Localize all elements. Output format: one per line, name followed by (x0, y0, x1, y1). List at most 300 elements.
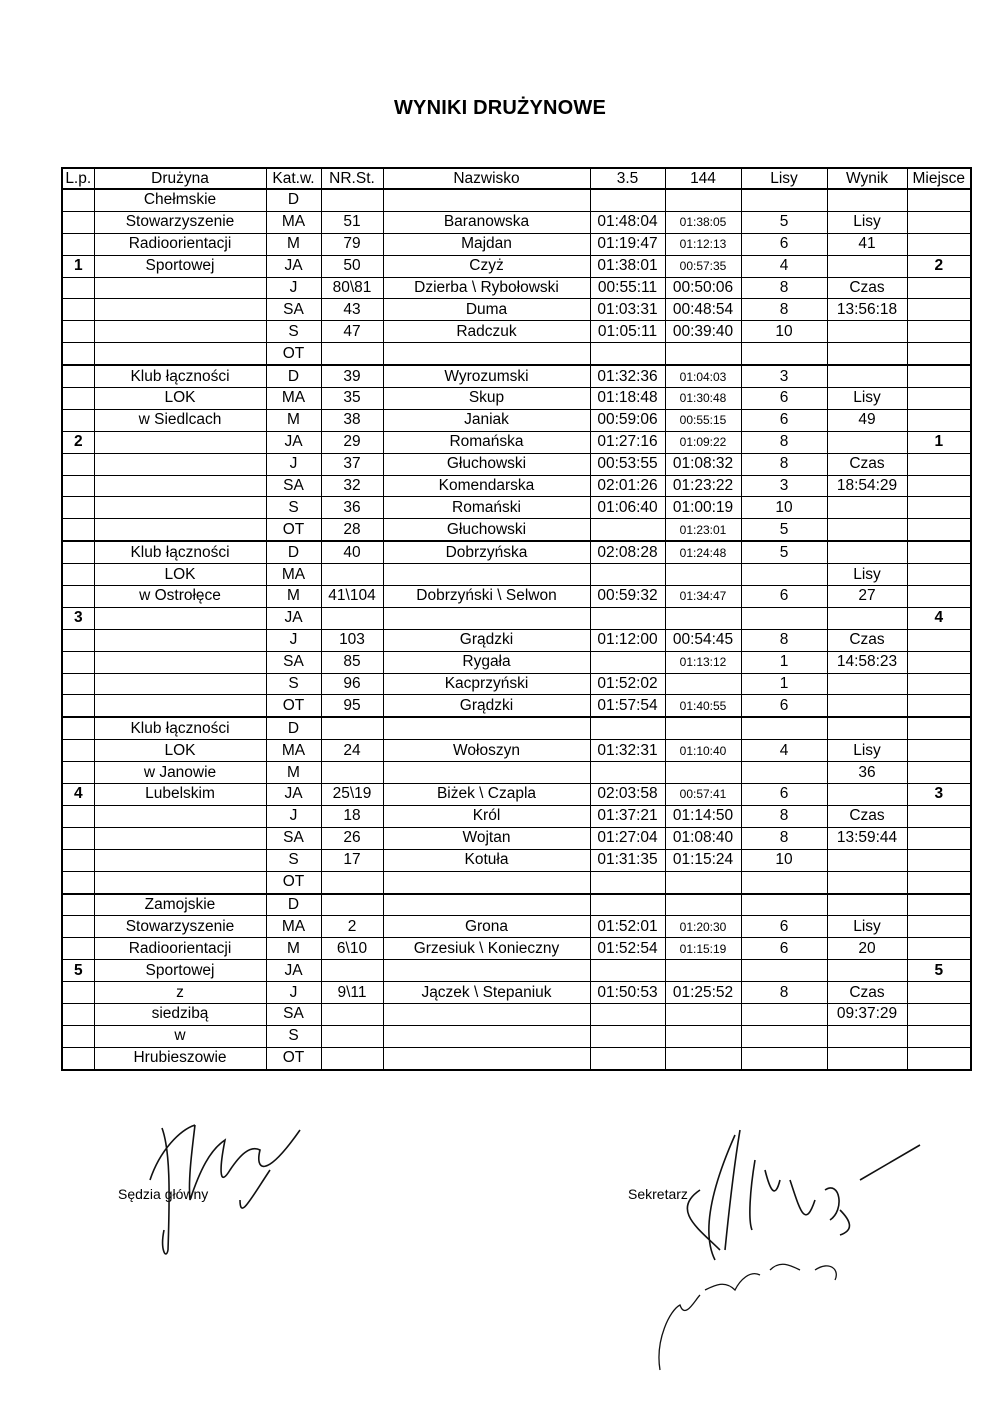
cell-time-144: 01:12:13 (665, 233, 741, 255)
cell-lp: 4 (62, 784, 94, 806)
cell-foxes: 8 (741, 827, 827, 849)
cell-team (94, 321, 266, 343)
cell-category: JA (266, 784, 321, 806)
cell-start-number: 17 (321, 849, 383, 871)
cell-result: 09:37:29 (827, 1003, 907, 1025)
cell-team: LOK (94, 564, 266, 586)
cell-time-144: 00:48:54 (665, 299, 741, 321)
cell-time-35: 00:59:06 (590, 409, 665, 431)
cell-place (907, 673, 971, 695)
table-row (62, 453, 971, 475)
cell-lp: 1 (62, 255, 94, 277)
cell-result (827, 431, 907, 453)
cell-place (907, 321, 971, 343)
cell-result (827, 321, 907, 343)
table-row (62, 233, 971, 255)
table-row (62, 938, 971, 960)
table-row (62, 299, 971, 321)
cell-category: J (266, 277, 321, 299)
cell-team: Chełmskie (94, 189, 266, 211)
cell-category: M (266, 762, 321, 784)
cell-result: Lisy (827, 211, 907, 233)
cell-time-144: 00:54:45 (665, 629, 741, 651)
table-row (62, 388, 971, 410)
cell-time-144 (665, 871, 741, 893)
cell-time-35: 01:57:54 (590, 695, 665, 717)
cell-place (907, 497, 971, 519)
cell-result: 41 (827, 233, 907, 255)
cell-start-number (321, 960, 383, 982)
cell-category: J (266, 629, 321, 651)
cell-category: SA (266, 1003, 321, 1025)
table-row (62, 695, 971, 717)
cell-result (827, 607, 907, 629)
cell-start-number: 6\10 (321, 938, 383, 960)
cell-team: w Janowie (94, 762, 266, 784)
cell-start-number: 25\19 (321, 784, 383, 806)
cell-team (94, 827, 266, 849)
cell-category: SA (266, 299, 321, 321)
cell-time-144: 01:15:19 (665, 938, 741, 960)
cell-start-number (321, 1025, 383, 1047)
table-row (62, 321, 971, 343)
cell-time-35: 01:50:53 (590, 982, 665, 1004)
cell-time-144: 01:34:47 (665, 586, 741, 608)
cell-time-35 (590, 519, 665, 541)
cell-time-35: 01:19:47 (590, 233, 665, 255)
cell-place (907, 938, 971, 960)
table-row (62, 629, 971, 651)
cell-place (907, 695, 971, 717)
cell-category: SA (266, 827, 321, 849)
cell-lp (62, 519, 94, 541)
cell-result (827, 541, 907, 563)
cell-surname: Wyrozumski (383, 365, 590, 387)
cell-team: w Siedlcach (94, 409, 266, 431)
table-row (62, 1025, 971, 1047)
cell-team: Klub łączności (94, 717, 266, 739)
cell-lp (62, 343, 94, 365)
cell-time-35 (590, 564, 665, 586)
cell-time-144: 01:20:30 (665, 916, 741, 938)
cell-team (94, 607, 266, 629)
cell-team (94, 453, 266, 475)
cell-category: JA (266, 255, 321, 277)
cell-foxes: 6 (741, 916, 827, 938)
cell-team: Sportowej (94, 960, 266, 982)
cell-lp (62, 475, 94, 497)
cell-category: OT (266, 519, 321, 541)
cell-time-35: 01:27:16 (590, 431, 665, 453)
cell-foxes: 6 (741, 233, 827, 255)
cell-result: Czas (827, 982, 907, 1004)
cell-lp (62, 938, 94, 960)
cell-category: OT (266, 871, 321, 893)
cell-result (827, 784, 907, 806)
cell-surname (383, 607, 590, 629)
cell-category: SA (266, 651, 321, 673)
cell-time-144: 00:57:35 (665, 255, 741, 277)
cell-surname: Głuchowski (383, 453, 590, 475)
cell-time-35 (590, 717, 665, 739)
cell-team (94, 299, 266, 321)
cell-result: 27 (827, 586, 907, 608)
cell-time-35: 01:52:02 (590, 673, 665, 695)
cell-surname: Grądzki (383, 629, 590, 651)
cell-start-number: 80\81 (321, 277, 383, 299)
cell-time-35 (590, 1047, 665, 1069)
cell-surname: Wołoszyn (383, 740, 590, 762)
cell-result (827, 849, 907, 871)
cell-start-number: 9\11 (321, 982, 383, 1004)
cell-surname (383, 189, 590, 211)
cell-start-number: 47 (321, 321, 383, 343)
cell-start-number: 103 (321, 629, 383, 651)
cell-foxes (741, 1003, 827, 1025)
cell-time-144: 01:14:50 (665, 805, 741, 827)
cell-start-number (321, 607, 383, 629)
cell-result: 49 (827, 409, 907, 431)
cell-result (827, 1047, 907, 1069)
cell-lp (62, 762, 94, 784)
cell-surname (383, 1025, 590, 1047)
header-category: Kat.w. (266, 168, 321, 189)
cell-surname: Grona (383, 916, 590, 938)
judge-signature (140, 1110, 310, 1260)
cell-category: M (266, 938, 321, 960)
cell-category: S (266, 321, 321, 343)
cell-foxes: 6 (741, 409, 827, 431)
cell-foxes (741, 1025, 827, 1047)
cell-foxes: 3 (741, 365, 827, 387)
cell-category: JA (266, 607, 321, 629)
cell-surname: Kacprzyński (383, 673, 590, 695)
cell-time-35: 01:18:48 (590, 388, 665, 410)
cell-result: Czas (827, 805, 907, 827)
cell-result: Lisy (827, 740, 907, 762)
cell-team (94, 519, 266, 541)
cell-start-number (321, 1047, 383, 1069)
cell-category: J (266, 982, 321, 1004)
cell-lp (62, 1047, 94, 1069)
cell-time-35: 01:52:01 (590, 916, 665, 938)
cell-place (907, 388, 971, 410)
cell-place (907, 894, 971, 916)
cell-time-144 (665, 1003, 741, 1025)
table-row (62, 717, 971, 739)
cell-place: 4 (907, 607, 971, 629)
cell-start-number: 37 (321, 453, 383, 475)
table-row (62, 255, 971, 277)
cell-time-35: 02:03:58 (590, 784, 665, 806)
cell-foxes: 8 (741, 277, 827, 299)
cell-lp (62, 365, 94, 387)
table-row (62, 894, 971, 916)
cell-time-144: 00:55:15 (665, 409, 741, 431)
cell-foxes: 1 (741, 651, 827, 673)
cell-time-144 (665, 1047, 741, 1069)
cell-result (827, 894, 907, 916)
cell-category: S (266, 1025, 321, 1047)
cell-lp (62, 564, 94, 586)
cell-foxes: 6 (741, 586, 827, 608)
cell-result: Lisy (827, 916, 907, 938)
cell-start-number: 26 (321, 827, 383, 849)
cell-time-144: 01:23:22 (665, 475, 741, 497)
cell-time-35: 01:32:31 (590, 740, 665, 762)
cell-place: 1 (907, 431, 971, 453)
cell-lp (62, 497, 94, 519)
cell-category: OT (266, 695, 321, 717)
cell-lp (62, 717, 94, 739)
cell-start-number (321, 894, 383, 916)
cell-lp (62, 849, 94, 871)
cell-category: OT (266, 1047, 321, 1069)
table-row (62, 1047, 971, 1069)
cell-start-number: 28 (321, 519, 383, 541)
cell-start-number (321, 762, 383, 784)
table-row (62, 871, 971, 893)
cell-team: Klub łączności (94, 541, 266, 563)
cell-foxes (741, 894, 827, 916)
cell-team: siedzibą (94, 1003, 266, 1025)
header-lp: L.p. (62, 168, 94, 189)
cell-foxes: 10 (741, 321, 827, 343)
cell-surname: Dobrzyński \ Selwon (383, 586, 590, 608)
cell-start-number: 79 (321, 233, 383, 255)
cell-team: LOK (94, 740, 266, 762)
cell-result: 20 (827, 938, 907, 960)
cell-time-144 (665, 894, 741, 916)
cell-time-144 (665, 762, 741, 784)
cell-category: MA (266, 211, 321, 233)
cell-surname (383, 960, 590, 982)
table-row (62, 564, 971, 586)
cell-team (94, 343, 266, 365)
cell-foxes: 8 (741, 982, 827, 1004)
cell-surname: Janiak (383, 409, 590, 431)
table-row (62, 805, 971, 827)
table-row (62, 982, 971, 1004)
cell-time-35 (590, 607, 665, 629)
cell-time-35: 00:53:55 (590, 453, 665, 475)
cell-foxes (741, 717, 827, 739)
cell-start-number: 95 (321, 695, 383, 717)
table-row (62, 431, 971, 453)
cell-foxes: 6 (741, 695, 827, 717)
cell-lp (62, 629, 94, 651)
cell-time-144: 01:09:22 (665, 431, 741, 453)
cell-time-144 (665, 960, 741, 982)
cell-place (907, 982, 971, 1004)
cell-lp (62, 695, 94, 717)
cell-result (827, 497, 907, 519)
cell-team (94, 431, 266, 453)
cell-foxes (741, 564, 827, 586)
cell-start-number (321, 343, 383, 365)
cell-lp (62, 211, 94, 233)
cell-result (827, 673, 907, 695)
cell-result (827, 695, 907, 717)
table-row (62, 189, 971, 211)
cell-time-35: 02:01:26 (590, 475, 665, 497)
cell-surname: Rygała (383, 651, 590, 673)
cell-foxes: 10 (741, 849, 827, 871)
cell-start-number (321, 871, 383, 893)
cell-foxes: 6 (741, 938, 827, 960)
cell-team (94, 629, 266, 651)
cell-place (907, 629, 971, 651)
table-row (62, 784, 971, 806)
cell-foxes: 6 (741, 388, 827, 410)
cell-result: Lisy (827, 388, 907, 410)
cell-result: Czas (827, 277, 907, 299)
cell-place (907, 365, 971, 387)
cell-surname: Majdan (383, 233, 590, 255)
cell-result (827, 960, 907, 982)
cell-surname: Dobrzyńska (383, 541, 590, 563)
cell-time-144: 01:08:32 (665, 453, 741, 475)
table-row (62, 740, 971, 762)
table-row (62, 607, 971, 629)
cell-surname: Komendarska (383, 475, 590, 497)
cell-surname (383, 762, 590, 784)
cell-surname: Król (383, 805, 590, 827)
header-start-number: NR.St. (321, 168, 383, 189)
cell-place (907, 519, 971, 541)
cell-time-35: 01:52:54 (590, 938, 665, 960)
cell-category: MA (266, 916, 321, 938)
cell-result (827, 365, 907, 387)
cell-foxes (741, 960, 827, 982)
header-time-35: 3.5 (590, 168, 665, 189)
cell-team: LOK (94, 388, 266, 410)
cell-result: Czas (827, 629, 907, 651)
table-row (62, 762, 971, 784)
cell-lp (62, 871, 94, 893)
cell-time-35 (590, 1003, 665, 1025)
cell-team: Stowarzyszenie (94, 916, 266, 938)
cell-foxes: 1 (741, 673, 827, 695)
cell-team (94, 805, 266, 827)
cell-category: D (266, 717, 321, 739)
cell-time-144: 01:08:40 (665, 827, 741, 849)
cell-team (94, 277, 266, 299)
cell-lp (62, 321, 94, 343)
cell-time-35 (590, 343, 665, 365)
cell-team: Radioorientacji (94, 938, 266, 960)
cell-lp (62, 805, 94, 827)
cell-place (907, 343, 971, 365)
cell-place (907, 277, 971, 299)
cell-team: Hrubieszowie (94, 1047, 266, 1069)
table-row (62, 211, 971, 233)
judge-label: Sędzia główny (118, 1186, 209, 1202)
table-row (62, 541, 971, 563)
table-row (62, 673, 971, 695)
cell-time-35: 01:05:11 (590, 321, 665, 343)
table-row (62, 497, 971, 519)
cell-result: 36 (827, 762, 907, 784)
cell-time-35: 01:37:21 (590, 805, 665, 827)
cell-team: Lubelskim (94, 784, 266, 806)
cell-surname: Grądzki (383, 695, 590, 717)
cell-start-number (321, 564, 383, 586)
secretary-signature (640, 1120, 930, 1380)
cell-surname: Romańska (383, 431, 590, 453)
cell-start-number: 85 (321, 651, 383, 673)
cell-time-144: 01:24:48 (665, 541, 741, 563)
cell-place (907, 453, 971, 475)
cell-time-144: 01:00:19 (665, 497, 741, 519)
cell-time-35 (590, 894, 665, 916)
cell-team (94, 871, 266, 893)
cell-start-number: 51 (321, 211, 383, 233)
cell-surname: Głuchowski (383, 519, 590, 541)
cell-lp (62, 651, 94, 673)
cell-time-35: 00:55:11 (590, 277, 665, 299)
cell-time-144: 01:13:12 (665, 651, 741, 673)
cell-result (827, 1025, 907, 1047)
cell-category: J (266, 453, 321, 475)
cell-time-144: 01:04:03 (665, 365, 741, 387)
cell-place (907, 871, 971, 893)
cell-time-144: 01:25:52 (665, 982, 741, 1004)
cell-category: JA (266, 431, 321, 453)
cell-lp (62, 189, 94, 211)
cell-place (907, 717, 971, 739)
cell-time-144: 00:39:40 (665, 321, 741, 343)
cell-time-144 (665, 673, 741, 695)
cell-team (94, 673, 266, 695)
cell-result (827, 189, 907, 211)
cell-foxes: 8 (741, 629, 827, 651)
header-place: Miejsce (907, 168, 971, 189)
cell-category: S (266, 849, 321, 871)
cell-lp: 3 (62, 607, 94, 629)
table-row (62, 651, 971, 673)
cell-time-35 (590, 1025, 665, 1047)
cell-start-number: 96 (321, 673, 383, 695)
cell-lp (62, 299, 94, 321)
cell-team: w (94, 1025, 266, 1047)
cell-time-144: 01:38:05 (665, 211, 741, 233)
cell-time-35 (590, 960, 665, 982)
table-row (62, 916, 971, 938)
cell-team (94, 497, 266, 519)
cell-result (827, 717, 907, 739)
cell-place (907, 211, 971, 233)
cell-result: Czas (827, 453, 907, 475)
cell-start-number: 29 (321, 431, 383, 453)
cell-lp (62, 586, 94, 608)
cell-lp (62, 541, 94, 563)
cell-start-number (321, 1003, 383, 1025)
cell-time-35: 01:48:04 (590, 211, 665, 233)
cell-surname: Wojtan (383, 827, 590, 849)
cell-lp (62, 1003, 94, 1025)
cell-time-144: 01:23:01 (665, 519, 741, 541)
cell-time-144: 00:57:41 (665, 784, 741, 806)
cell-category: SA (266, 475, 321, 497)
cell-foxes (741, 189, 827, 211)
cell-start-number: 18 (321, 805, 383, 827)
cell-time-35 (590, 762, 665, 784)
cell-foxes (741, 607, 827, 629)
cell-surname: Romański (383, 497, 590, 519)
cell-foxes: 10 (741, 497, 827, 519)
cell-time-144: 01:10:40 (665, 740, 741, 762)
